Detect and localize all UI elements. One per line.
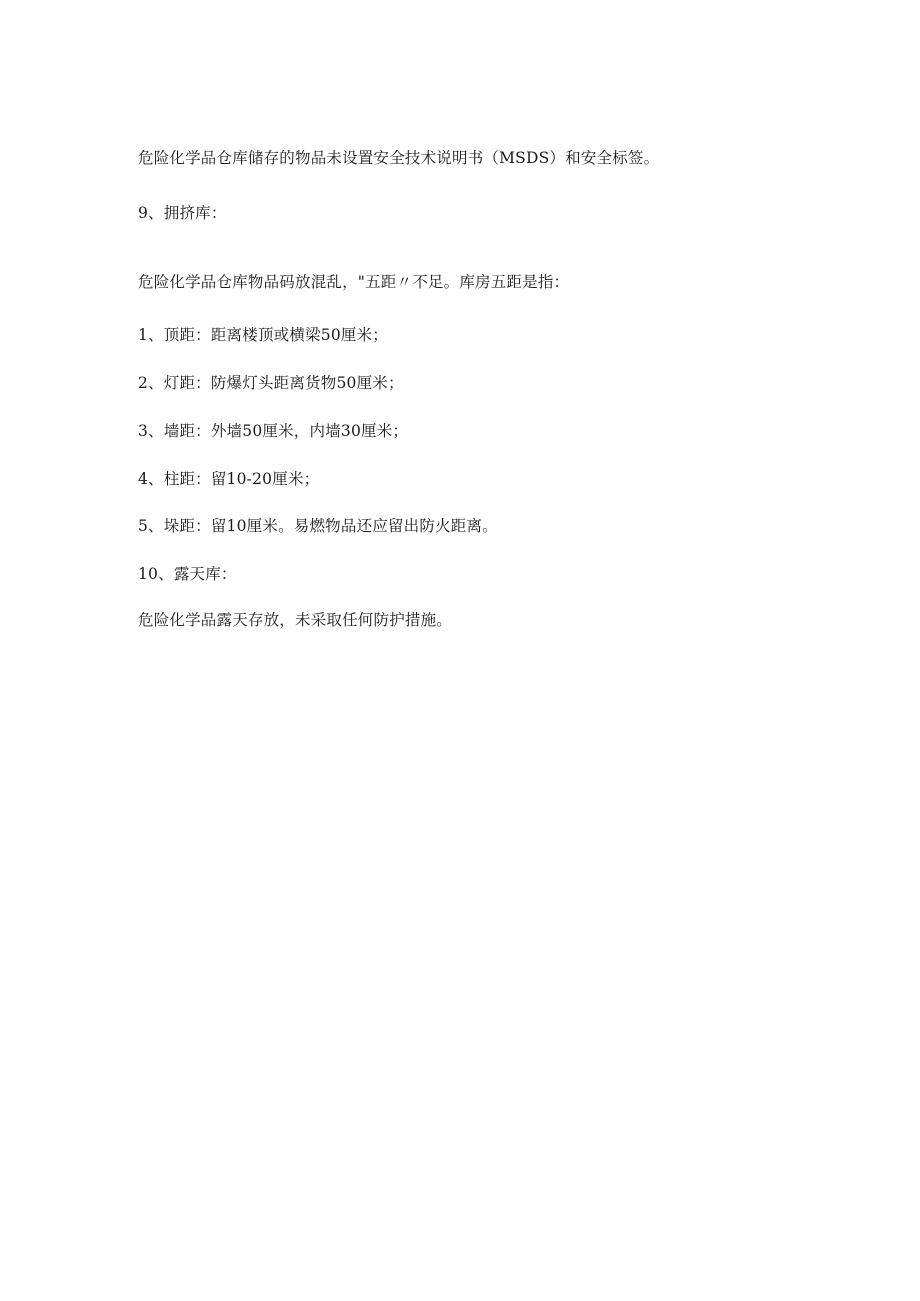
list-item-top-distance: 1、顶距：距离楼顶或横梁50厘米； — [138, 326, 388, 344]
list-item-wall-distance: 3、墙距：外墙50厘米，内墙30厘米； — [138, 422, 409, 440]
paragraph-msds-missing: 危险化学品仓库储存的物品未设置安全技术说明书（MSDS）和安全标签。 — [138, 149, 660, 167]
list-item-column-distance: 4、柱距：留10-20厘米； — [138, 470, 320, 488]
list-item-lamp-distance: 2、灯距：防爆灯头距离货物50厘米； — [138, 374, 404, 392]
heading-crowded-warehouse: 9、拥挤库： — [138, 204, 227, 222]
list-item-stack-distance: 5、垛距：留10厘米。易燃物品还应留出防火距离。 — [138, 517, 498, 535]
paragraph-five-distances-intro: 危险化学品仓库物品码放混乱，"五距〃不足。库房五距是指： — [138, 273, 570, 291]
heading-open-air-storage: 10、露天库： — [138, 565, 237, 583]
paragraph-open-air-storage: 危险化学品露天存放，未采取任何防护措施。 — [138, 611, 453, 629]
